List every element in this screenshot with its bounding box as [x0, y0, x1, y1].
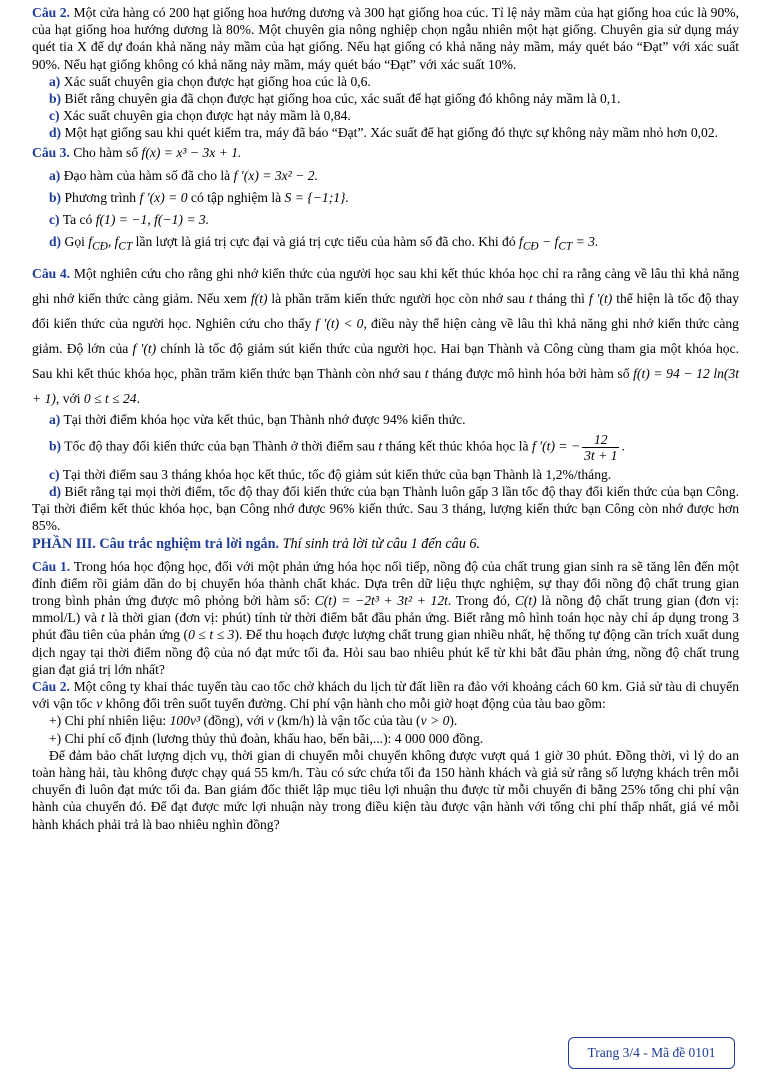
q4-option-b: b) Tốc độ thay đổi kiến thức của bạn Thành ở thời điểm sau t tháng kết thúc khóa học là f ′(t) = − $\frac{12}{3t + 1}$ .	[49, 431, 625, 463]
q3-option-c: c) Ta có f(1) = −1, f(−1) = 3.	[49, 212, 210, 228]
fraction: $\frac{12}{3t + 1}$	[584, 431, 618, 463]
q3-option-d: d) Gọi $f_{CĐ}$, $f_{CT}$ lần lượt là giá trị cực đại và giá trị cực tiểu của hàm số đã cho. Khi đó $f_{CĐ} - f_{CT} = 3$.	[49, 234, 599, 254]
p3-question-1: Câu 1. Trong hóa học động học, đối với một phản ứng hóa học nối tiếp, nồng độ của chất trung gian sinh ra sẽ tăng lên đến một đỉnh điểm rồi giảm dần do bị chuyển hóa thành chất khác. Dựa trên dữ liệu thực nghiệm, sự thay đổi nồng độ chất trung gian trong bình phản ứng được mô phỏng bởi hàm số: C(t) = −2t³ + 3t² + 12t. Trong đó, C(t) là nồng độ chất trung gian (đơn vị: mmol/L) và t là thời gian (đơn vị: phút) tính từ thời điểm bắt đầu phản ứng. Biết rằng mô hình toán học này chỉ áp dụng trong 3 phút đầu tiên của phản ứng (0 ≤ t ≤ 3). Để thu hoạch được lượng chất trung gian nhiều nhất, hệ thống tự động cần trích xuất dung dịch ngay tại thời điểm nồng độ của nó đạt mức tối đa. Hỏi sau bao nhiêu phút kể từ khi bắt đầu phản ứng, nồng độ chất trung gian đạt giá trị lớn nhất?	[32, 558, 740, 677]
p3-question-2: Câu 2. Một công ty khai thác tuyến tàu cao tốc chở khách du lịch từ đất liền ra đảo với khoảng cách 60 km. Giả sử tàu di chuyển với vận tốc v không đổi trên suốt tuyến đường. Chi phí vận hành cho mỗi giờ hoạt động của tàu bao gồm:	[32, 679, 739, 712]
q4-option-a: a) Tại thời điểm khóa học vừa kết thúc, bạn Thành nhớ được 94% kiến thức.	[49, 412, 466, 428]
exam-page	[32, 4, 739, 833]
p3-q2-item-1: +) Chi phí nhiên liệu: 100v³ (đồng), với v (km/h) là vận tốc của tàu (v > 0).	[49, 713, 458, 729]
q3-option-b: b) Phương trình f ′(x) = 0 có tập nghiệm là S = {−1;1}.	[49, 190, 349, 206]
page-footer-badge: Trang 3/4 - Mã đề 0101	[568, 1037, 735, 1069]
q4-option-c: c) Tại thời điểm sau 3 tháng khóa học kết thúc, tốc độ giảm sút kiến thức của bạn Thành là 1,2%/tháng.	[49, 466, 612, 482]
question-4-stem: Câu 4. Một nghiên cứu cho rằng ghi nhớ kiến thức của người học sau khi kết thúc khóa học chỉ ra rằng càng về lâu thì khả năng ghi nhớ kiến thức càng giảm. Nếu xem f(t) là phần trăm kiến thức người học còn nhớ sau t tháng thì f ′(t) thể hiện là tốc độ thay đổi kiến thức của người học. Nghiên cứu cho thấy f ′(t) < 0, điều này thể hiện càng về lâu thì khả năng ghi nhớ kiến thức càng giảm. Độ lớn của f ′(t) chính là tốc độ giảm sút kiến thức của người học. Hai bạn Thành và Công cùng tham gia một khóa học. Sau khi kết thúc khóa học, phần trăm kiến thức bạn Thành còn nhớ sau t tháng được mô hình hóa bởi hàm số f(t) = 94 − 12 ln(3t + 1), với 0 ≤ t ≤ 24.	[32, 266, 740, 407]
question-2-stem: Câu 2. Một cửa hàng có 200 hạt giống hoa hướng dương và 300 hạt giống hoa cúc. Tỉ lệ nảy mầm của hạt giống hoa cúc là 90%, của hạt giống hoa hướng dương là 80%. Một chuyên gia nông nghiệp chọn ngẫu nhiên một hạt giống. Chuyên gia sử dụng máy quét tia X để dự đoán khả năng nảy mầm của hạt giống. Nếu hạt giống có khả năng nảy mầm, máy quét báo “Đạt” với xác suất 90%. Nếu hạt giống không có khả năng nảy mầm, máy quét báo “Đạt” với xác suất 10%.	[32, 5, 739, 72]
part-3-heading: PHẦN III. Câu trắc nghiệm trả lời ngắn. Thí sinh trả lời từ câu 1 đến câu 6.	[32, 536, 481, 553]
q2-option-c: c) Xác suất chuyên gia chọn được hạt nảy mầm là 0,84.	[49, 108, 351, 124]
q2-option-b: b) Biết rằng chuyên gia đã chọn được hạt giống hoa cúc, xác suất để hạt giống đó không nảy mầm là 0,1.	[49, 91, 621, 107]
question-3-stem: Câu 3. Cho hàm số f(x) = x³ − 3x + 1.	[32, 144, 242, 160]
question-number: Câu 2.	[32, 5, 70, 20]
q4-option-d: d) Biết rằng tại mọi thời điểm, tốc độ thay đổi kiến thức của bạn Thành luôn gấp 3 lần tốc độ thay đổi kiến thức của bạn Công. Tại thời điểm kết thúc khóa học, bạn Công nhớ được 96% kiến thức. Sau 3 tháng, lượng kiến thức bạn Công còn nhớ được hơn 85%.	[32, 483, 739, 534]
p3-q2-item-2: +) Chi phí cố định (lương thủy thủ đoàn, khấu hao, bến bãi,...): 4 000 000 đồng.	[49, 730, 484, 746]
p3-q2-paragraph: Để đảm bảo chất lượng dịch vụ, thời gian di chuyển mỗi chuyến không được vượt quá 1 giờ 30 phút. Đồng thời, vì lý do an toàn hàng hải, tàu không được chạy quá 55 km/h. Tàu có sức chứa tối đa 150 hành khách và giả sử rằng số lượng khách trên mỗi chuyến đi luôn đạt mức tối đa. Ban giám đốc thiết lập mục tiêu lợi nhuận thu được từ mỗi chuyến đi bằng 25% tổng chi phí vận hành của chuyến đó. Để đạt được mức lợi nhuận này trong điều kiện tàu được vận hành với tổng chi phí thấp nhất, giá vé mỗi hành khách phải trả là bao nhiêu nghìn đồng?	[32, 747, 739, 832]
q3-option-a: a) Đạo hàm của hàm số đã cho là f ′(x) = 3x² − 2.	[49, 167, 318, 183]
q2-option-a: a) Xác suất chuyên gia chọn được hạt giống hoa cúc là 0,6.	[49, 73, 371, 89]
q2-option-d: d) Một hạt giống sau khi quét kiểm tra, máy đã báo “Đạt”. Xác suất để hạt giống đó thực sự không nảy mầm nhỏ hơn 0,02.	[49, 125, 719, 141]
